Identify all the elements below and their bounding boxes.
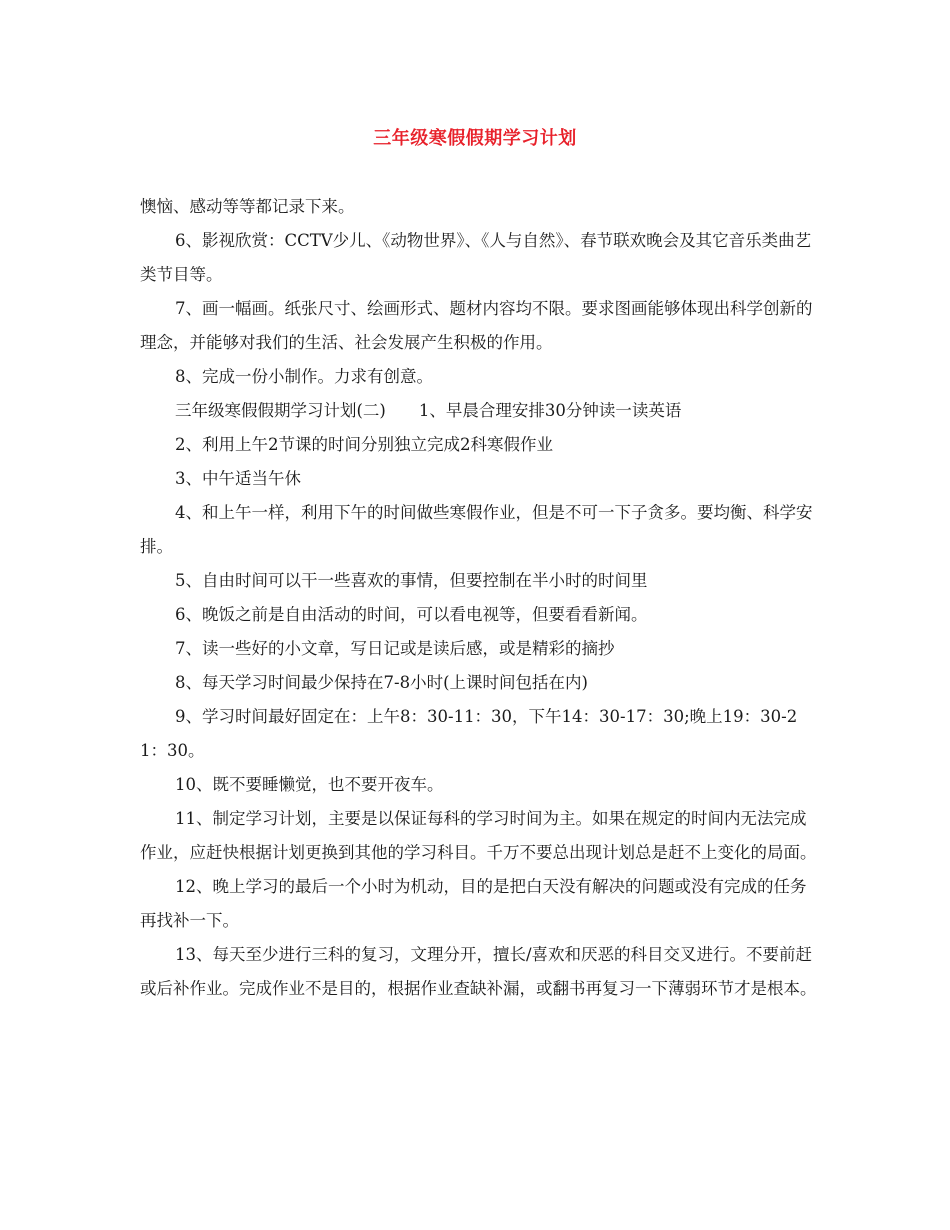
- paragraph: 三年级寒假假期学习计划(二) 1、早晨合理安排30分钟读一读英语: [175, 401, 682, 420]
- paragraph: 6、晚饭之前是自由活动的时间，可以看电视等，但要看看新闻。: [175, 605, 648, 624]
- paragraph: 8、每天学习时间最少保持在7-8小时(上课时间包括在内): [175, 673, 588, 692]
- paragraph: 4、和上午一样，利用下午的时间做些寒假作业，但是不可一下子贪多。要均衡、科学安排。: [140, 503, 813, 556]
- paragraph: 11、制定学习计划，主要是以保证每科的学习时间为主。如果在规定的时间内无法完成作业，应赶快根据计划更换到其他的学习科目。千万不要总出现计划总是赶不上变化的局面。: [140, 809, 817, 862]
- paragraph: 5、自由时间可以干一些喜欢的事情，但要控制在半小时的时间里: [175, 571, 648, 590]
- paragraph: 12、晚上学习的最后一个小时为机动，目的是把白天没有解决的问题或没有完成的任务再找补一下。: [140, 877, 807, 930]
- paragraph: 9、学习时间最好固定在：上午8：30-11：30，下午14：30-17：30;晚上19：30-21：30。: [140, 707, 798, 760]
- document-body: [140, 190, 820, 1006]
- paragraph: 7、读一些好的小文章，写日记或是读后感，或是精彩的摘抄: [175, 639, 615, 658]
- paragraph: 13、每天至少进行三科的复习，文理分开，擅长/喜欢和厌恶的科目交叉进行。不要前赶或后补作业。完成作业不是目的，根据作业查缺补漏，或翻书再复习一下薄弱环节才是根本。: [140, 945, 817, 998]
- paragraph: 6、影视欣赏：CCTV少儿、《动物世界》、《人与自然》、春节联欢晚会及其它音乐类曲艺类节目等。: [140, 231, 812, 284]
- paragraph: 3、中午适当午休: [175, 469, 301, 488]
- paragraph: 10、既不要睡懒觉，也不要开夜车。: [175, 775, 444, 794]
- paragraph: 7、画一幅画。纸张尺寸、绘画形式、题材内容均不限。要求图画能够体现出科学创新的理念，并能够对我们的生活、社会发展产生积极的作用。: [140, 299, 813, 352]
- paragraph: 8、完成一份小制作。力求有创意。: [175, 367, 433, 386]
- paragraph: 懊恼、感动等等都记录下来。: [140, 197, 355, 216]
- paragraph: 2、利用上午2节课的时间分别独立完成2科寒假作业: [175, 435, 553, 454]
- document-title: 三年级寒假假期学习计划: [373, 128, 577, 149]
